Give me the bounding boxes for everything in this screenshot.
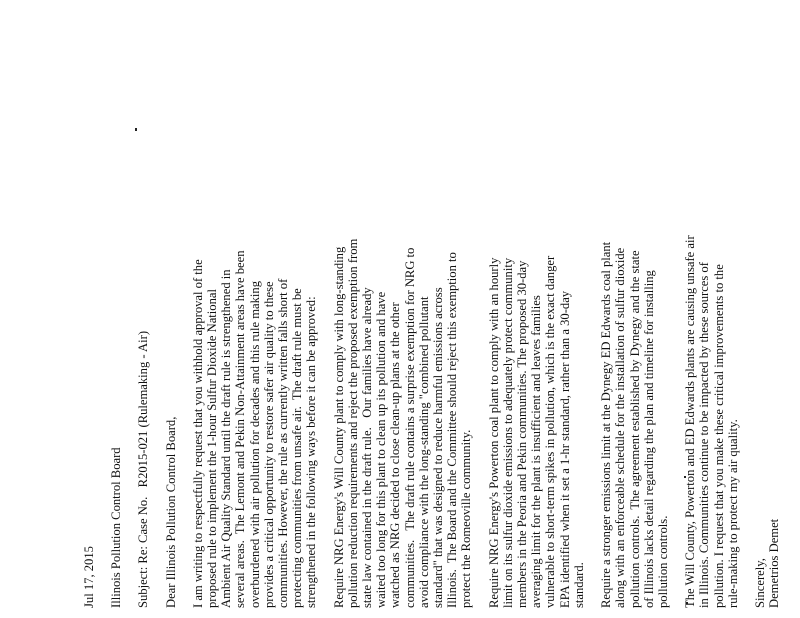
paragraph-line: pollution controls. The agreement established by Dynegy and the state [627, 250, 642, 608]
letter-date: Jul 17, 2015 [82, 546, 96, 608]
paragraph-line: Require a stronger emissions limit at the Dynegy ED Edwards coal plant [599, 241, 614, 608]
letter-salutation: Dear Illinois Pollution Control Board, [163, 416, 178, 608]
paragraph-line: The Will County, Powerton and ED Edwards plants are causing unsafe air [683, 235, 698, 608]
paragraph-line: strengthened in the following ways before it can be approved: [304, 296, 319, 608]
paragraph-line: vulnerable to short-term spikes in pollution, which is the exact danger [543, 255, 558, 608]
paragraph-line: I am writing to respectfully request that you withhold approval of the [190, 259, 205, 608]
paragraph-line: pollution. I request that you make these critical improvements to the [711, 264, 726, 608]
paragraph-line: state law contained in the draft rule. Our families have already [360, 287, 375, 608]
letter-subject: Subject: Re: Case No. R2015-021 (Rulemaking - Air) [136, 330, 151, 608]
paragraph-line: provides a critical opportunity to restore safer air quality to these [261, 281, 276, 608]
paragraph-line: EPA identified when it set a 1-hr standard, rather than a 30-day [557, 290, 572, 608]
paragraph-line: communities. The draft rule contains a surprise exemption for NRG to [402, 247, 417, 608]
paragraph-line: avoid compliance with the long-standing "combined pollutant [416, 296, 431, 608]
paragraph-line: protect the Romeoville community. [459, 429, 474, 608]
letter-closing: Sincerely, [752, 558, 767, 608]
letter-body [82, 10, 782, 608]
paragraph-will-county [332, 10, 474, 608]
paragraph-conclusion [683, 10, 740, 608]
paragraph-line: averaging limit for the plant is insufficient and leaves families [529, 295, 544, 608]
paragraph-line: communities. However, the rule as currently written falls short of [276, 278, 291, 608]
paragraph-line: Illinois. The Board and the Committee should reject this exemption to [445, 252, 460, 608]
paragraph-line: protecting communities from unsafe air. The draft rule must be [290, 288, 305, 608]
paragraph-line: watched as NRG decided to close clean-up plans at the other [388, 302, 403, 608]
paragraph-line: standard" that was designed to reduce harmful emissions across [431, 287, 446, 608]
paragraph-line: pollution reduction requirements and reject the proposed exemption from [345, 238, 360, 608]
paragraph-line: overburdened with air pollution for decades and this rule making [247, 281, 262, 608]
letter-signature: Demetrios Demet [767, 518, 782, 608]
paragraph-line: rule-making to protect my air quality. [725, 419, 740, 608]
paragraph-line: members in the Peoria and Pekin communities. The proposed 30-day [515, 260, 530, 608]
paragraph-line: Ambient Air Quality Standard until the draft rule is strengthened in [219, 269, 234, 608]
paragraph-ed-edwards [599, 10, 670, 608]
letter-recipient: Illinois Pollution Control Board [109, 447, 124, 608]
paragraph-line: along with an enforceable schedule for the installation of sulfur dioxide [613, 247, 628, 608]
paragraph-line: several areas. The Lemont and Pekin Non-Attainment areas have been [233, 250, 248, 608]
paragraph-line: waited too long for this plant to clean up its pollution and have [374, 291, 389, 608]
paragraph-line: Require NRG Energy's Will County plant to comply with long-standing [331, 246, 346, 608]
paragraph-line: limit on its sulfur dioxide emissions to adequately protect community [500, 257, 515, 608]
paragraph-line: in Illinois. Communities continue to be impacted by these sources of [697, 262, 712, 608]
paragraph-intro [191, 10, 319, 608]
letter-rotated-frame [82, 10, 782, 608]
paragraph-line: of Illinois lacks detail regarding the plan and timeline for installing [641, 270, 656, 608]
paragraph-line: Require NRG Energy's Powerton coal plant to comply with an hourly [486, 257, 501, 608]
paragraph-line: pollution controls. [655, 515, 670, 608]
paragraph-line: proposed rule to implement the 1-hour Sulfur Dioxide National [205, 289, 220, 608]
paragraph-line: standard. [571, 562, 586, 608]
paragraph-powerton [487, 10, 586, 608]
